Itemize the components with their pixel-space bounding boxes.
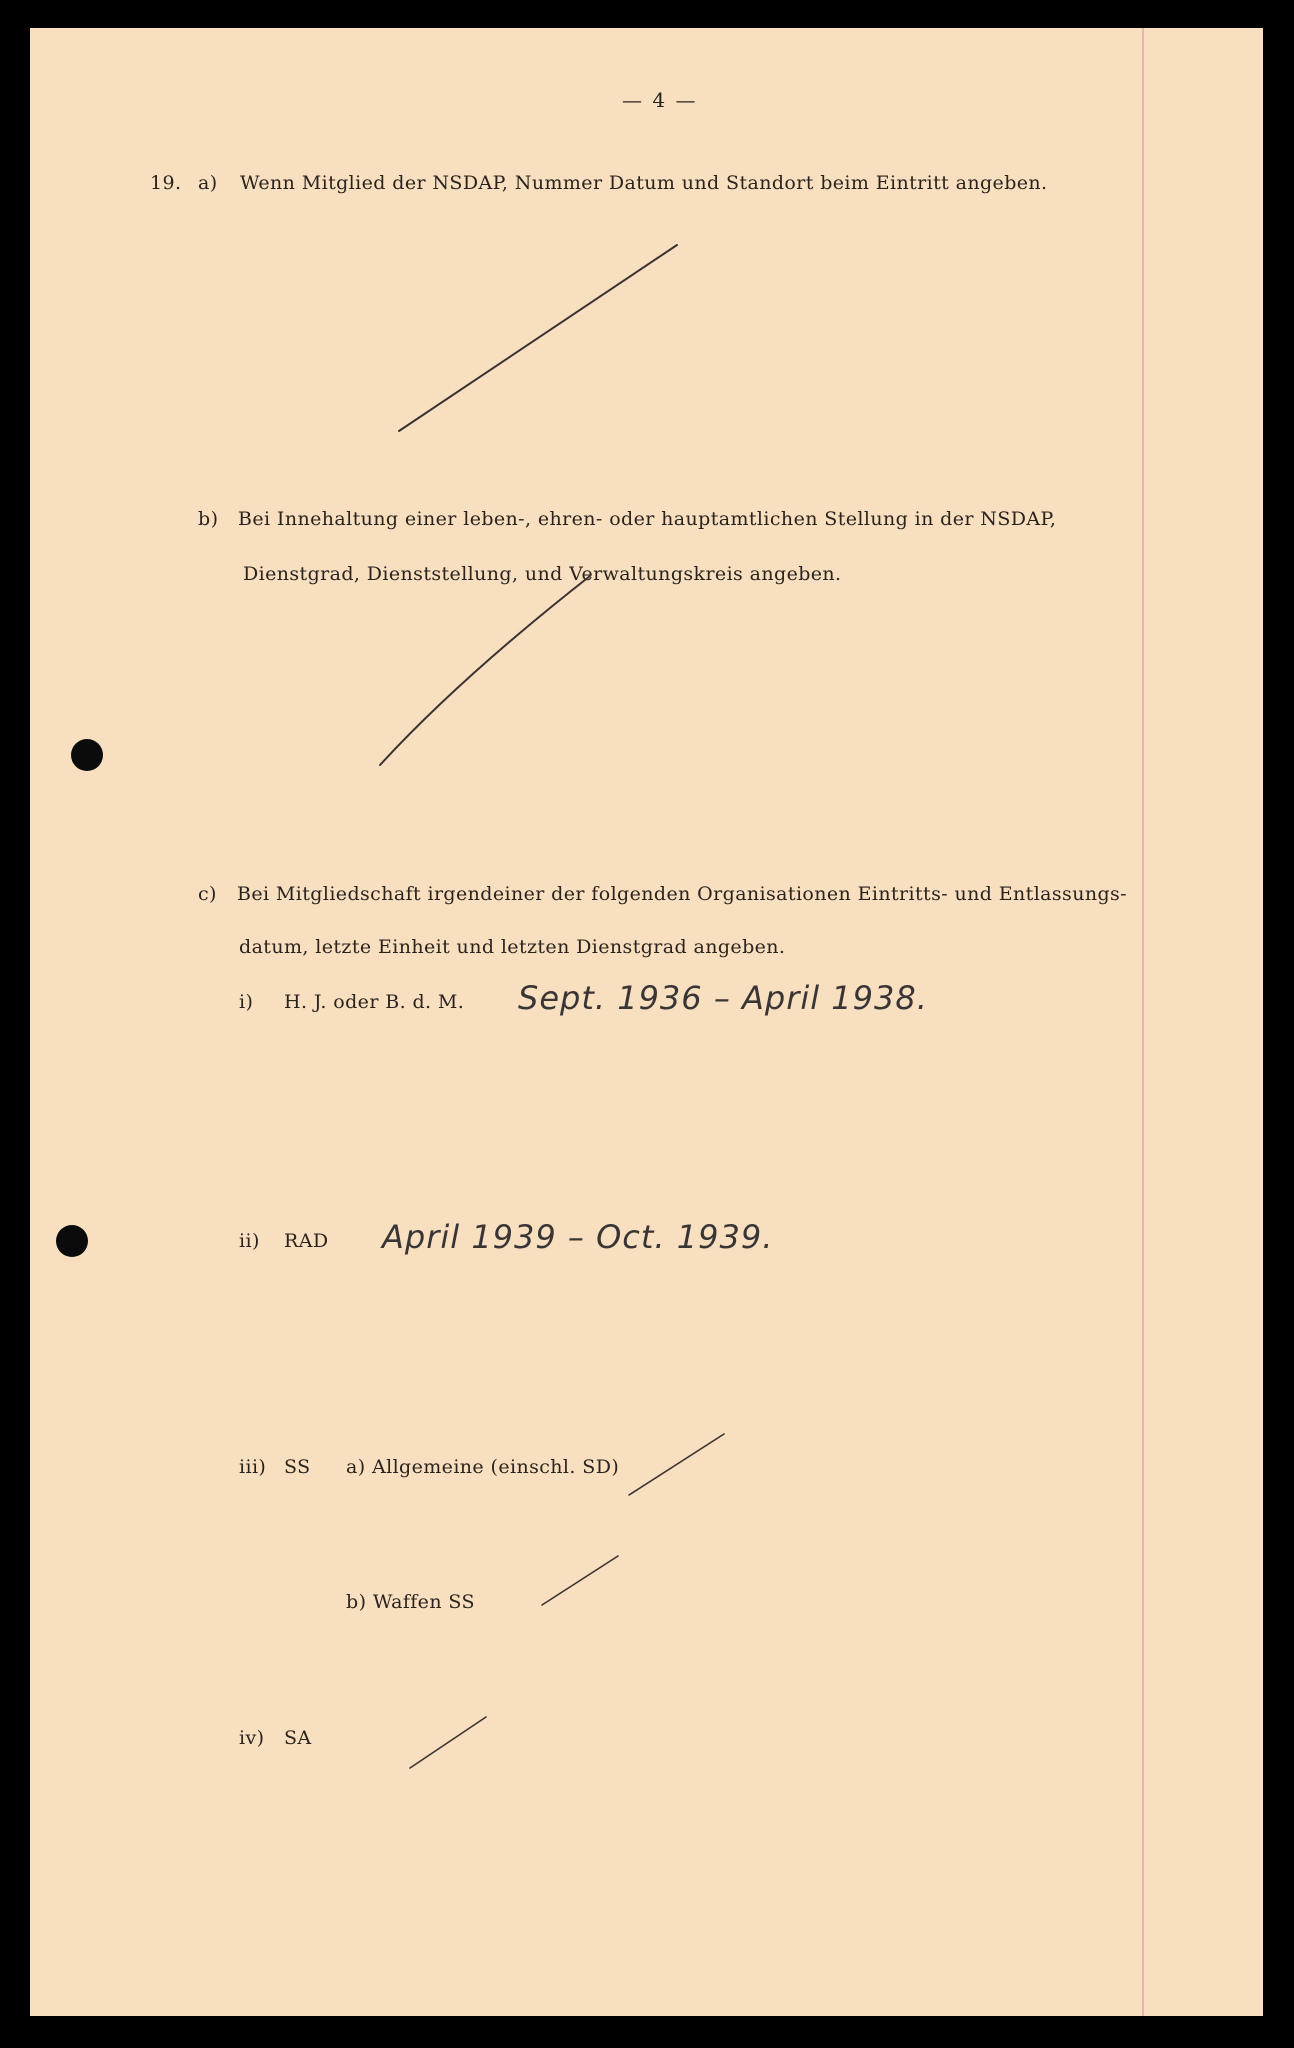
item-i-answer: Sept. 1936 – April 1938. xyxy=(518,979,928,1017)
item-i-label: i) xyxy=(239,991,254,1013)
question-b-line1: Bei Innehaltung einer leben-, ehren- oder hauptamtlichen Stellung in der NSDAP, xyxy=(238,508,1057,530)
question-a-text: Wenn Mitglied der NSDAP, Nummer Datum und Standort beim Eintritt angeben. xyxy=(240,172,1048,194)
item-iii-text: SS xyxy=(284,1456,311,1478)
form-page xyxy=(30,28,1263,2016)
strike-b xyxy=(380,576,590,765)
question-b-line2: Dienstgrad, Dienststellung, und Verwaltungskreis angeben. xyxy=(243,563,842,585)
item-ii-answer: April 1939 – Oct. 1939. xyxy=(382,1218,774,1256)
item-ii-text: RAD xyxy=(284,1230,329,1252)
punch-hole-upper xyxy=(71,739,103,771)
strike-a xyxy=(399,245,677,431)
item-iv-text: SA xyxy=(284,1727,312,1749)
question-number: 19. xyxy=(150,172,182,194)
margin-rule xyxy=(1142,28,1144,2016)
punch-hole-lower xyxy=(56,1225,88,1257)
item-iii-sub-a: a) Allgemeine (einschl. SD) xyxy=(346,1456,620,1478)
question-c-label: c) xyxy=(198,883,217,905)
question-c-line1: Bei Mitgliedschaft irgendeiner der folgenden Organisationen Eintritts- und Entlassungs- xyxy=(237,883,1128,905)
question-b-label: b) xyxy=(198,508,219,530)
item-iv-label: iv) xyxy=(239,1727,265,1749)
question-a-label: a) xyxy=(198,172,218,194)
page-number: — 4 — xyxy=(622,88,698,112)
strike-strokes xyxy=(30,28,1263,2016)
item-iii-sub-b: b) Waffen SS xyxy=(346,1591,475,1613)
item-i-text: H. J. oder B. d. M. xyxy=(284,991,465,1013)
item-iii-label: iii) xyxy=(239,1456,267,1478)
strike-iv xyxy=(410,1717,486,1768)
question-c-line2: datum, letzte Einheit und letzten Dienstgrad angeben. xyxy=(239,936,786,958)
strike-iii-b xyxy=(542,1556,618,1605)
item-ii-label: ii) xyxy=(239,1230,260,1252)
strike-iii-a xyxy=(629,1434,724,1495)
